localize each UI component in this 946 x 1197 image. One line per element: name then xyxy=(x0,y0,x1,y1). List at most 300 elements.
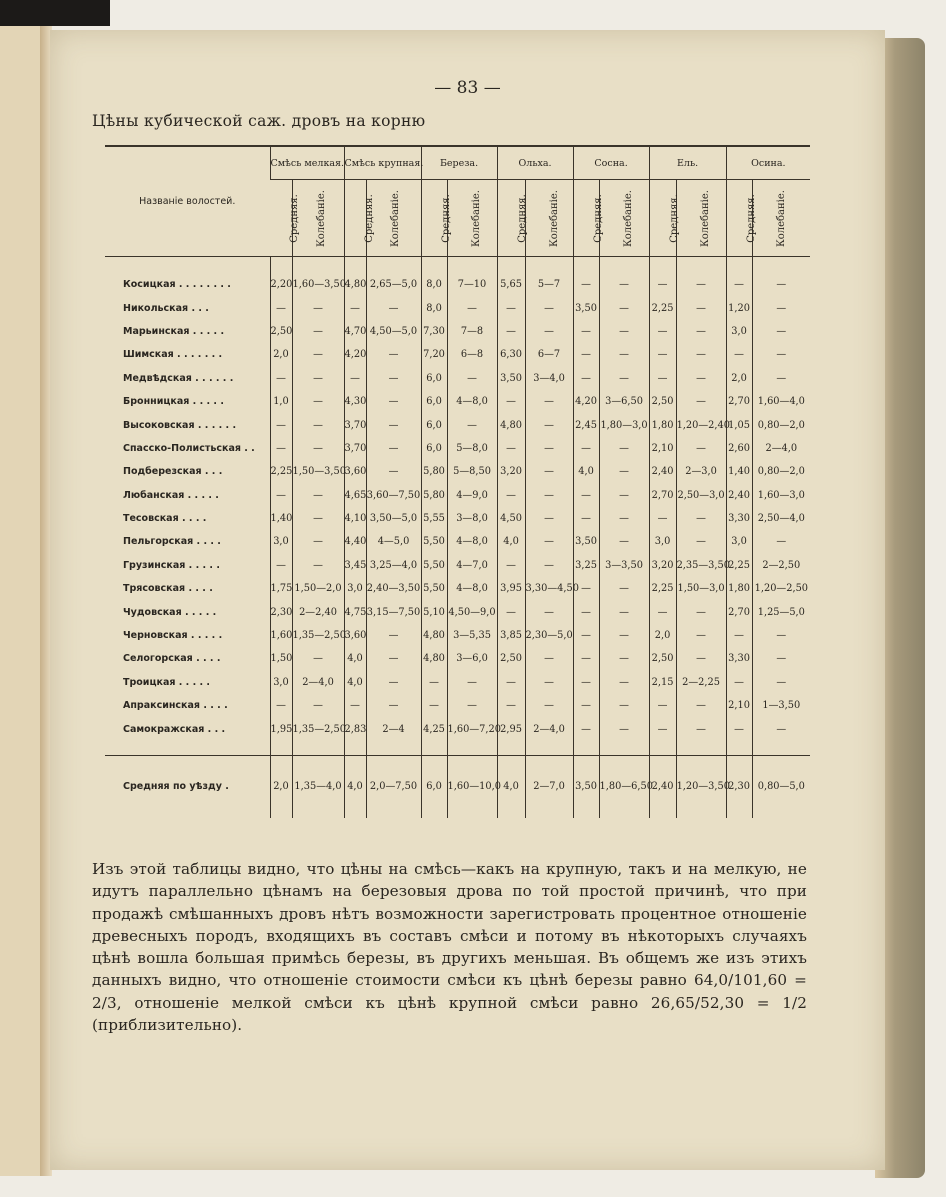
price-cell: 4—5,0 xyxy=(366,530,421,553)
price-cell: 7,30 xyxy=(421,320,447,343)
price-cell: 1,60—3,50 xyxy=(292,257,344,297)
price-cell: 1,80—3,0 xyxy=(599,413,649,436)
group-header: Осина. xyxy=(726,146,810,180)
price-cell: — xyxy=(525,484,573,507)
price-cell: — xyxy=(599,600,649,623)
group-header: Смѣсь крупная. xyxy=(344,146,421,180)
price-cell: 3,20 xyxy=(497,460,525,483)
price-cell: — xyxy=(421,694,447,717)
price-cell: 1—3,50 xyxy=(752,694,810,717)
price-cell: 3,60—7,50 xyxy=(366,484,421,507)
price-cell: 2—2,25 xyxy=(676,671,726,694)
price-cell: 3,50—5,0 xyxy=(366,507,421,530)
price-cell: — xyxy=(366,413,421,436)
price-cell: — xyxy=(752,647,810,670)
group-header: Ель. xyxy=(649,146,726,180)
price-cell: 3,0 xyxy=(344,577,366,600)
price-cell: — xyxy=(676,257,726,297)
table-body xyxy=(105,257,810,818)
price-cell: 4,50—9,0 xyxy=(447,600,497,623)
price-cell: — xyxy=(497,437,525,460)
price-cell: 2,40 xyxy=(649,460,676,483)
price-cell: 6,0 xyxy=(421,437,447,460)
district-name: Шимская . . . . . . . xyxy=(123,349,223,361)
table-row xyxy=(105,647,810,670)
spacer-cell xyxy=(525,741,573,756)
price-cell: 2,30—5,0 xyxy=(525,624,573,647)
price-cell: — xyxy=(752,717,810,740)
group-header: Береза. xyxy=(421,146,497,180)
price-cell: 3,15—7,50 xyxy=(366,600,421,623)
subheader-range: Колебаніе. xyxy=(599,180,649,257)
price-cell: — xyxy=(366,460,421,483)
price-cell: — xyxy=(599,624,649,647)
table-row xyxy=(105,257,810,297)
spacer-cell xyxy=(366,741,421,756)
price-cell: — xyxy=(292,694,344,717)
price-cell: 5,50 xyxy=(421,530,447,553)
price-cell: 6,0 xyxy=(421,390,447,413)
price-cell: 3,70 xyxy=(344,437,366,460)
price-cell: — xyxy=(726,257,752,297)
price-cell: 1,80 xyxy=(649,413,676,436)
subheader-range: Колебаніе. xyxy=(676,180,726,257)
price-cell: — xyxy=(573,694,599,717)
price-cell: — xyxy=(676,320,726,343)
price-cell: 4,0 xyxy=(344,671,366,694)
price-cell: 5—7 xyxy=(525,257,573,297)
price-cell: — xyxy=(599,530,649,553)
price-cell: 4,80 xyxy=(497,413,525,436)
price-cell: — xyxy=(270,296,292,319)
price-cell: 3,50 xyxy=(573,530,599,553)
price-cell: — xyxy=(573,600,599,623)
paragraph-text: Изъ этой таблицы видно, что цѣны на смѣсь—какъ на крупную, такъ и на мелкую, не идутъ параллельно цѣнамъ на березовыя дрова по той простой причинѣ, что при продажѣ смѣшанныхъ дровъ нѣтъ возможности зарегистровать процентное отношеніе древесныхъ породъ, входящихъ въ составъ смѣси и потому въ нѣкоторыхъ случаяхъ цѣнѣ вошла большая примѣсь березы, въ другихъ меньшая. Въ общемъ же изъ этихъ данныхъ видно, что отношеніе стоимости смѣси къ цѣнѣ березы равно 64,0/101,60 = 2/3, отношеніе мелкой смѣси къ цѣнѣ крупной смѣси равно 26,65/52,30 = 1/2 (приблизительно). xyxy=(92,860,807,1035)
district-name: Спасско-Полистьская . . xyxy=(123,442,255,454)
price-cell: 5,50 xyxy=(421,554,447,577)
price-cell: — xyxy=(676,624,726,647)
district-name: Черновская . . . . . xyxy=(123,630,223,642)
price-cell: — xyxy=(344,367,366,390)
price-cell: 1,20 xyxy=(726,296,752,319)
price-cell: 2,25 xyxy=(649,296,676,319)
price-cell: 1,20—2,40 xyxy=(676,413,726,436)
price-cell: — xyxy=(752,296,810,319)
price-cell: 2,25 xyxy=(649,577,676,600)
price-cell: — xyxy=(447,367,497,390)
price-cell: 4,0 xyxy=(573,460,599,483)
price-cell: 2,25 xyxy=(726,554,752,577)
table-row xyxy=(105,554,810,577)
price-cell: 0,80—2,0 xyxy=(752,413,810,436)
price-cell: — xyxy=(573,671,599,694)
price-cell: 2,50 xyxy=(270,320,292,343)
price-cell: 2,0 xyxy=(726,367,752,390)
table-row xyxy=(105,437,810,460)
price-cell: 3,20 xyxy=(649,554,676,577)
price-cell: — xyxy=(649,257,676,297)
price-cell: 3—6,0 xyxy=(447,647,497,670)
price-cell: — xyxy=(292,320,344,343)
price-cell: — xyxy=(599,694,649,717)
table-row xyxy=(105,600,810,623)
price-cell: 1,60 xyxy=(270,624,292,647)
price-cell: — xyxy=(676,367,726,390)
price-cell: — xyxy=(497,484,525,507)
district-name: Селогорская . . . . xyxy=(123,653,221,665)
price-cell: — xyxy=(292,390,344,413)
district-name: Пельгорская . . . . xyxy=(123,536,221,548)
price-cell: — xyxy=(366,367,421,390)
price-cell: — xyxy=(366,694,421,717)
spacer-cell xyxy=(573,741,599,756)
price-cell: — xyxy=(599,671,649,694)
price-cell: 3—8,0 xyxy=(447,507,497,530)
price-cell: 0,80—2,0 xyxy=(752,460,810,483)
price-cell: — xyxy=(573,717,599,740)
price-cell: 2,10 xyxy=(726,694,752,717)
price-cell: — xyxy=(292,530,344,553)
price-cell: — xyxy=(573,367,599,390)
price-cell: 6,0 xyxy=(421,367,447,390)
price-cell: 5,50 xyxy=(421,577,447,600)
subheader-average: Средняя. xyxy=(270,180,292,257)
price-cell: 1,35—2,50 xyxy=(292,624,344,647)
price-cell: 1,40 xyxy=(726,460,752,483)
price-cell: — xyxy=(366,437,421,460)
price-cell: — xyxy=(573,577,599,600)
subheader-average: Средняя. xyxy=(421,180,447,257)
price-cell: 5,10 xyxy=(421,600,447,623)
price-cell: — xyxy=(525,600,573,623)
price-cell: — xyxy=(599,460,649,483)
price-cell: 2,95 xyxy=(497,717,525,740)
price-cell: — xyxy=(649,343,676,366)
price-cell: 5—8,0 xyxy=(447,437,497,460)
average-cell: 2,0 xyxy=(270,755,292,818)
price-cell: 1,50—3,0 xyxy=(676,577,726,600)
price-cell: — xyxy=(366,671,421,694)
price-cell: 7—8 xyxy=(447,320,497,343)
district-name: Подберезская . . . xyxy=(123,466,223,478)
price-cell: 2,70 xyxy=(726,390,752,413)
spacer-cell xyxy=(421,741,447,756)
price-cell: — xyxy=(676,343,726,366)
price-cell: 1,80 xyxy=(726,577,752,600)
subheader-average: Средняя. xyxy=(573,180,599,257)
price-cell: 3,50 xyxy=(573,296,599,319)
price-cell: 8,0 xyxy=(421,296,447,319)
price-cell: 2,40 xyxy=(726,484,752,507)
price-cell: 3,30 xyxy=(726,647,752,670)
price-cell: 2,50—3,0 xyxy=(676,484,726,507)
price-cell: — xyxy=(573,343,599,366)
price-cell: 2,70 xyxy=(726,600,752,623)
price-cell: — xyxy=(676,647,726,670)
price-cell: — xyxy=(525,694,573,717)
price-cell: 1,35—2,50 xyxy=(292,717,344,740)
price-cell: — xyxy=(599,437,649,460)
price-cell: 4,65 xyxy=(344,484,366,507)
table-row xyxy=(105,694,810,717)
spacer-cell xyxy=(497,741,525,756)
price-cell: 4—8,0 xyxy=(447,390,497,413)
price-cell: — xyxy=(676,507,726,530)
price-cell: — xyxy=(599,343,649,366)
subheader-average: Средняя. xyxy=(726,180,752,257)
price-cell: — xyxy=(525,460,573,483)
average-cell: 1,35—4,0 xyxy=(292,755,344,818)
price-cell: 7,20 xyxy=(421,343,447,366)
price-cell: — xyxy=(573,437,599,460)
district-name: Трясовская . . . . xyxy=(123,583,213,595)
price-cell: — xyxy=(599,717,649,740)
average-cell: 2,0—7,50 xyxy=(366,755,421,818)
subheader-average: Средняя. xyxy=(497,180,525,257)
price-cell: 7—10 xyxy=(447,257,497,297)
spacer-cell xyxy=(292,741,344,756)
price-cell: — xyxy=(292,437,344,460)
price-cell: 4,10 xyxy=(344,507,366,530)
district-name: Высоковская . . . . . . xyxy=(123,419,237,431)
price-cell: — xyxy=(676,694,726,717)
price-cell: — xyxy=(292,296,344,319)
price-cell: — xyxy=(366,624,421,647)
price-cell: 2,50 xyxy=(497,647,525,670)
average-cell: 0,80—5,0 xyxy=(752,755,810,818)
price-cell: — xyxy=(447,694,497,717)
price-cell: 4,20 xyxy=(573,390,599,413)
price-cell: 3,25 xyxy=(573,554,599,577)
price-cell: — xyxy=(599,507,649,530)
price-cell: 6,30 xyxy=(497,343,525,366)
subheader-average: Средняя. xyxy=(344,180,366,257)
price-cell: 2,83 xyxy=(344,717,366,740)
price-cell: — xyxy=(292,554,344,577)
price-cell: 3,85 xyxy=(497,624,525,647)
price-cell: — xyxy=(270,694,292,717)
price-cell: — xyxy=(292,343,344,366)
average-cell: 4,0 xyxy=(497,755,525,818)
district-name: Бронницкая . . . . . xyxy=(123,396,224,408)
district-name: Грузинская . . . . . xyxy=(123,559,220,571)
price-cell: 2,0 xyxy=(270,343,292,366)
price-cell: 3,0 xyxy=(649,530,676,553)
price-cell: — xyxy=(649,320,676,343)
price-cell: — xyxy=(649,694,676,717)
price-cell: — xyxy=(292,647,344,670)
price-cell: 4—9,0 xyxy=(447,484,497,507)
price-cell: 3,0 xyxy=(726,320,752,343)
price-cell: 3,60 xyxy=(344,460,366,483)
average-cell: 6,0 xyxy=(421,755,447,818)
price-cell: — xyxy=(292,484,344,507)
spacer-cell xyxy=(676,741,726,756)
district-name: Никольская . . . xyxy=(123,302,209,314)
table-row xyxy=(105,484,810,507)
price-cell: 4,50 xyxy=(497,507,525,530)
price-cell: — xyxy=(676,390,726,413)
column-header-name: Названіе волостей. xyxy=(105,146,270,257)
spacer-cell xyxy=(105,741,270,756)
price-cell: 5,55 xyxy=(421,507,447,530)
price-cell: — xyxy=(599,577,649,600)
price-cell: 2,25 xyxy=(270,460,292,483)
table-row xyxy=(105,577,810,600)
table-row xyxy=(105,390,810,413)
price-cell: 1,75 xyxy=(270,577,292,600)
price-cell: — xyxy=(366,296,421,319)
spacer-cell xyxy=(752,741,810,756)
price-cell: — xyxy=(447,671,497,694)
price-cell: — xyxy=(573,257,599,297)
table-row xyxy=(105,343,810,366)
table-row xyxy=(105,367,810,390)
spacer-cell xyxy=(447,741,497,756)
body-paragraph xyxy=(92,858,807,1036)
price-cell: 2,50—4,0 xyxy=(752,507,810,530)
subheader-average: Средняя. xyxy=(649,180,676,257)
table-row xyxy=(105,413,810,436)
price-cell: — xyxy=(649,717,676,740)
price-cell: — xyxy=(525,320,573,343)
price-cell: — xyxy=(726,343,752,366)
price-cell: — xyxy=(752,624,810,647)
price-cell: 3,25—4,0 xyxy=(366,554,421,577)
price-cell: — xyxy=(270,413,292,436)
price-cell: — xyxy=(344,694,366,717)
average-cell: 2—7,0 xyxy=(525,755,573,818)
price-cell: — xyxy=(599,647,649,670)
price-cell: — xyxy=(270,437,292,460)
price-cell: — xyxy=(676,296,726,319)
price-cell: 2,65—5,0 xyxy=(366,257,421,297)
average-cell: 1,60—10,0 xyxy=(447,755,497,818)
price-cell: — xyxy=(366,647,421,670)
price-cell: — xyxy=(599,257,649,297)
price-cell: — xyxy=(649,600,676,623)
price-cell: — xyxy=(270,367,292,390)
price-cell: 1,60—7,20 xyxy=(447,717,497,740)
group-header: Сосна. xyxy=(573,146,649,180)
price-cell: 2—2,50 xyxy=(752,554,810,577)
price-cell: — xyxy=(525,413,573,436)
price-cell: 4—8,0 xyxy=(447,530,497,553)
price-cell: 2—4 xyxy=(366,717,421,740)
price-cell: 4,80 xyxy=(421,624,447,647)
spacer-cell xyxy=(270,741,292,756)
price-cell: 2,40—3,50 xyxy=(366,577,421,600)
district-name: Самокражская . . . xyxy=(123,723,226,735)
price-cell: — xyxy=(270,554,292,577)
price-cell: — xyxy=(525,437,573,460)
price-cell: 2,50 xyxy=(649,390,676,413)
price-cell: — xyxy=(525,530,573,553)
price-cell: — xyxy=(447,296,497,319)
price-cell: 3,70 xyxy=(344,413,366,436)
price-cell: 3—3,50 xyxy=(599,554,649,577)
table-row xyxy=(105,507,810,530)
price-cell: 4,0 xyxy=(344,647,366,670)
price-cell: 4,25 xyxy=(421,717,447,740)
price-cell: 3,0 xyxy=(726,530,752,553)
price-cell: — xyxy=(497,694,525,717)
spacer-cell xyxy=(599,741,649,756)
price-cell: 5,65 xyxy=(497,257,525,297)
price-cell: — xyxy=(726,717,752,740)
price-cell: 4,50—5,0 xyxy=(366,320,421,343)
price-cell: — xyxy=(676,530,726,553)
price-cell: 1,20—2,50 xyxy=(752,577,810,600)
price-cell: — xyxy=(421,671,447,694)
price-cell: — xyxy=(525,296,573,319)
price-cell: 3—6,50 xyxy=(599,390,649,413)
price-cell: — xyxy=(573,484,599,507)
price-cell: — xyxy=(497,296,525,319)
price-cell: 3,0 xyxy=(270,530,292,553)
price-cell: — xyxy=(366,343,421,366)
price-cell: 3—4,0 xyxy=(525,367,573,390)
price-cell: — xyxy=(649,367,676,390)
table-row xyxy=(105,671,810,694)
price-cell: 3,0 xyxy=(270,671,292,694)
price-cell: 1,40 xyxy=(270,507,292,530)
price-cell: — xyxy=(573,624,599,647)
price-cell: 4,80 xyxy=(421,647,447,670)
district-name: Троицкая . . . . . xyxy=(123,676,211,688)
price-cell: 4—7,0 xyxy=(447,554,497,577)
price-cell: — xyxy=(573,507,599,530)
spacer-cell xyxy=(344,741,366,756)
average-cell: 4,0 xyxy=(344,755,366,818)
price-cell: 1,25—5,0 xyxy=(752,600,810,623)
price-cell: — xyxy=(497,554,525,577)
table-row xyxy=(105,296,810,319)
price-cell: — xyxy=(447,413,497,436)
price-cell: 2,15 xyxy=(649,671,676,694)
price-cell: 6,0 xyxy=(421,413,447,436)
price-cell: — xyxy=(292,507,344,530)
subheader-range: Колебаніе. xyxy=(366,180,421,257)
spacer-cell xyxy=(649,741,676,756)
price-table xyxy=(105,145,810,818)
price-cell: — xyxy=(676,437,726,460)
price-cell: — xyxy=(752,320,810,343)
table-row xyxy=(105,460,810,483)
price-cell: 6—7 xyxy=(525,343,573,366)
table-row xyxy=(105,624,810,647)
price-cell: 4,0 xyxy=(497,530,525,553)
price-cell: 3,30—4,50 xyxy=(525,577,573,600)
price-cell: 1,95 xyxy=(270,717,292,740)
background-dark-corner xyxy=(0,0,110,26)
price-cell: — xyxy=(525,671,573,694)
spacer-row xyxy=(105,741,810,756)
district-name: Марьинская . . . . . xyxy=(123,325,225,337)
spacer-cell xyxy=(726,741,752,756)
table-row xyxy=(105,717,810,740)
price-cell: — xyxy=(525,554,573,577)
price-cell: 8,0 xyxy=(421,257,447,297)
price-cell: 2,35—3,50 xyxy=(676,554,726,577)
price-cell: — xyxy=(497,600,525,623)
price-cell: 1,50—2,0 xyxy=(292,577,344,600)
district-name: Чудовская . . . . . xyxy=(123,606,217,618)
price-cell: 3,50 xyxy=(497,367,525,390)
price-cell: 1,0 xyxy=(270,390,292,413)
average-cell: 3,50 xyxy=(573,755,599,818)
table-row xyxy=(105,320,810,343)
